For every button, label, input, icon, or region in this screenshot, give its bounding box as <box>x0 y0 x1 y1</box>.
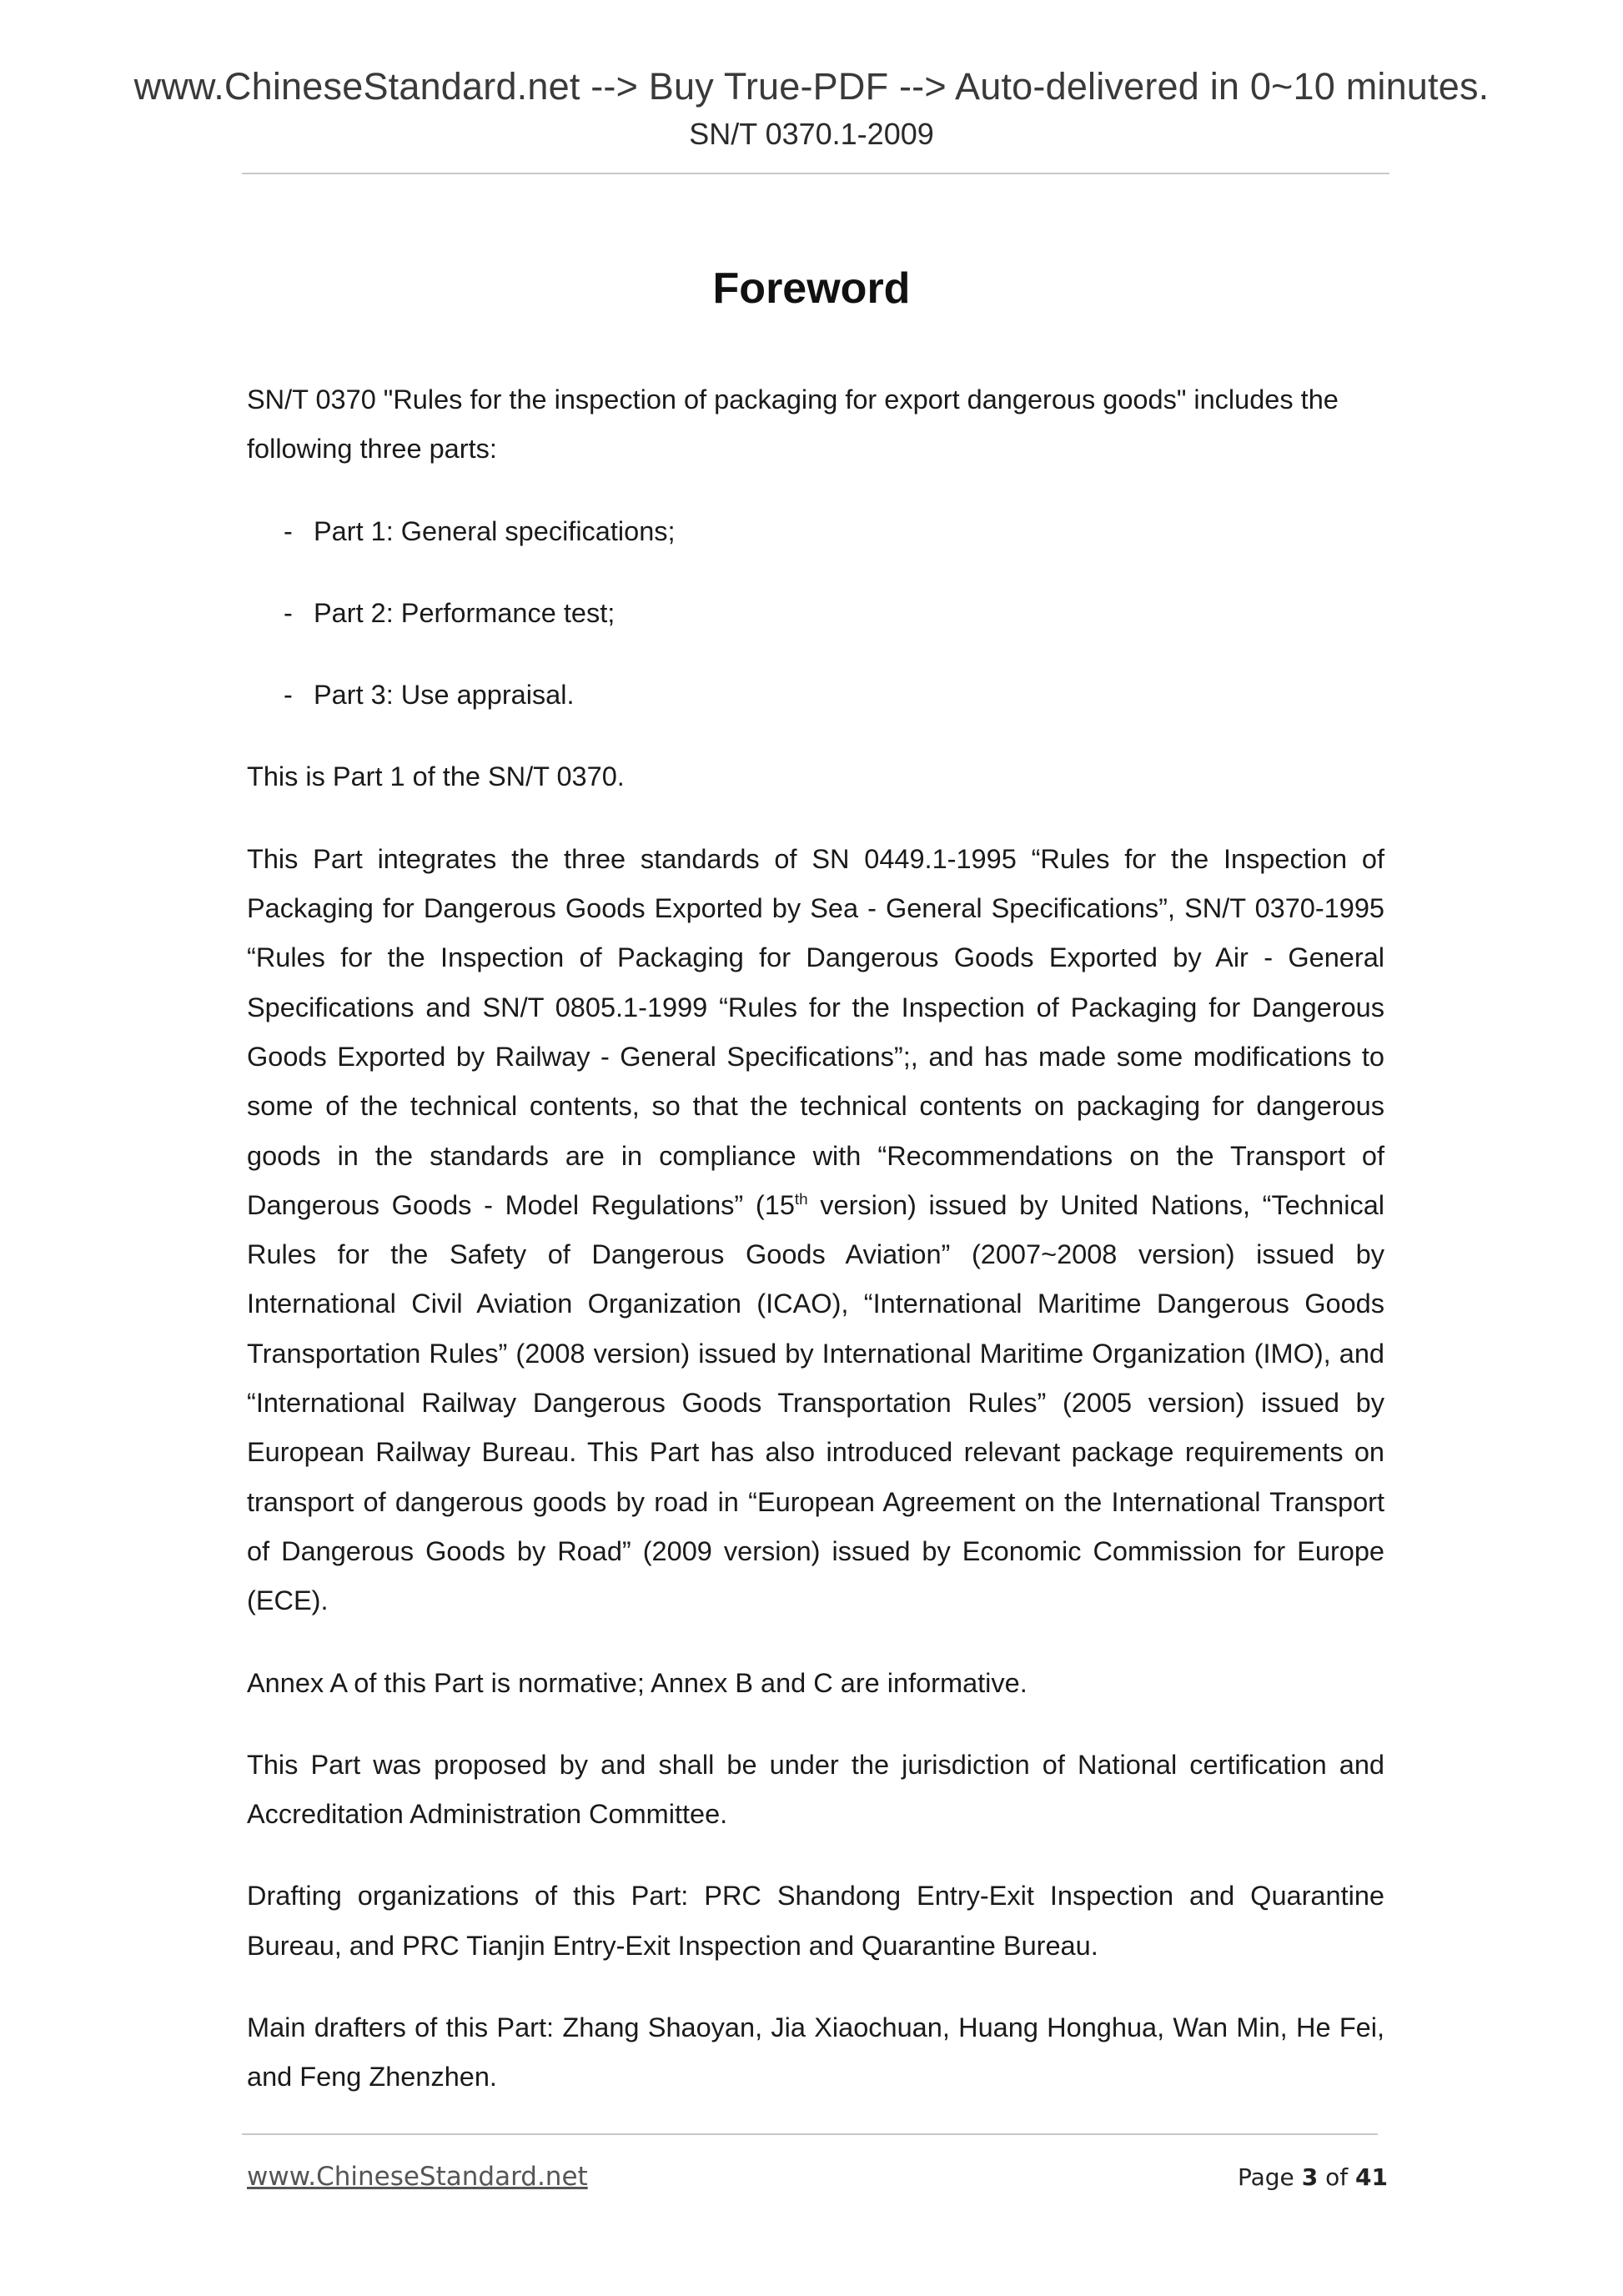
page-title: Foreword <box>712 264 911 313</box>
list-item <box>247 671 1384 720</box>
header-divider <box>242 173 1389 174</box>
page-prefix: Page <box>1238 2163 1302 2191</box>
foreword-body <box>247 375 1384 2135</box>
proposal-paragraph: This Part was proposed by and shall be under the jurisdiction of National certification and Accreditation Administration Committee. <box>247 1749 1384 1830</box>
integration-text-end: version) issued by United Nations, “Technical Rules for the Safety of Dangerous Goods Aviation” (2007~2008 version) issued by International Civil Aviation Organization (ICAO), “International Maritime Dangerous Goods Transportation Rules” (2008 version) issued by International Maritime Organization (IMO), and “International Railway Dangerous Goods Transportation Rules” (2005 version) issued by European Railway Bureau. This Part has also introduced relevant package requirements on transport of dangerous goods by road in “European Agreement on the International Transport of Dangerous Goods by Road” (2009 version) issued by Economic Commission for Europe (ECE). <box>247 1189 1384 1616</box>
standard-code: SN/T 0370.1-2009 <box>689 117 934 151</box>
list-dash: - <box>284 515 293 546</box>
list-item <box>247 589 1384 638</box>
list-dash: - <box>284 597 293 628</box>
list-item-text: Part 3: Use appraisal. <box>314 680 575 711</box>
list-dash: - <box>284 680 293 711</box>
footer-divider <box>242 2133 1378 2135</box>
part-note-paragraph: This is Part 1 of the SN/T 0370. <box>247 761 625 792</box>
footer-website-link[interactable]: www.ChineseStandard.net <box>247 2162 588 2192</box>
source-banner: www.ChineseStandard.net --> Buy True-PDF --> Auto-delivered in 0~10 minutes. <box>133 65 1490 108</box>
list-item <box>247 507 1384 556</box>
drafters-paragraph: Main drafters of this Part: Zhang Shaoyan, Jia Xiaochuan, Huang Honghua, Wan Min, He Fei, and Feng Zhenzhen. <box>247 2012 1384 2093</box>
list-item-text: Part 1: General specifications; <box>314 515 676 546</box>
ordinal-superscript: th <box>794 1190 808 1208</box>
integration-text-start: This Part integrates the three standards of SN 0449.1-1995 “Rules for the Inspection of Packaging for Dangerous Goods Exported by Sea - General Specifications”, SN/T 0370-1995 “Rules for the Inspection of Packaging for Dangerous Goods Exported by Air - General Specifications and SN/T 0805.1-1999 “Rules for the Inspection of Packaging for Dangerous Goods Exported by Railway - General Specifications”;, and has made some modifications to some of the technical contents, so that the technical contents on packaging for dangerous goods in the standards are in compliance with “Recommendations on the Transport of Dangerous Goods - Model Regulations” (15 <box>247 843 1384 1220</box>
list-item-text: Part 2: Performance test; <box>314 597 616 628</box>
page-of: of <box>1318 2163 1355 2191</box>
page-number <box>1238 2163 1388 2191</box>
total-pages: 41 <box>1354 2163 1388 2191</box>
intro-paragraph: SN/T 0370 "Rules for the inspection of packaging for export dangerous goods" includes the following three parts: <box>247 384 1339 465</box>
annex-note-paragraph: Annex A of this Part is normative; Annex B and C are informative. <box>247 1667 1028 1698</box>
current-page: 3 <box>1301 2163 1319 2191</box>
integration-paragraph <box>247 835 1384 1626</box>
drafting-orgs-paragraph: Drafting organizations of this Part: PRC Shandong Entry-Exit Inspection and Quarantine Bureau, and PRC Tianjin Entry-Exit Inspection and Quarantine Bureau. <box>247 1881 1384 1961</box>
